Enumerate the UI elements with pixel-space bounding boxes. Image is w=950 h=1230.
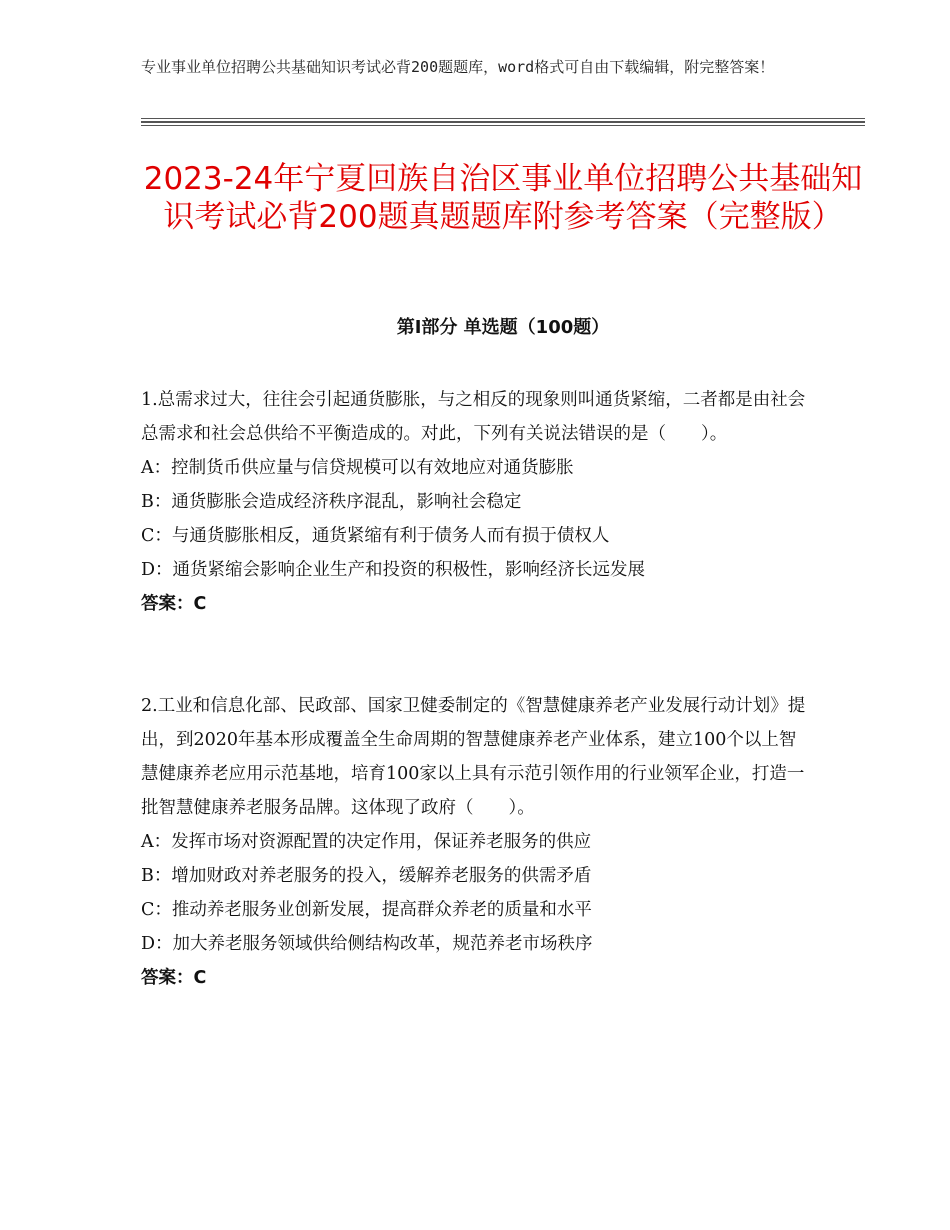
- answer-line: 答案：C: [141, 968, 207, 988]
- header-note: 专业事业单位招聘公共基础知识考试必背200题题库，word格式可自由下载编辑，附完整答案！: [141, 58, 775, 76]
- question-block: [141, 689, 811, 995]
- option-c: C：与通货膨胀相反，通货紧缩有利于债务人而有损于债权人: [141, 526, 610, 546]
- section-heading: 第Ⅰ部分 单选题（100题）: [396, 317, 610, 338]
- header-divider-middle: [141, 121, 865, 123]
- option-b: B：通货膨胀会造成经济秩序混乱，影响社会稳定: [141, 492, 522, 512]
- option-b: B：增加财政对养老服务的投入，缓解养老服务的供需矛盾: [141, 866, 592, 886]
- option-d: D：通货紧缩会影响企业生产和投资的积极性，影响经济长远发展: [141, 560, 646, 580]
- header-divider-bottom: [141, 125, 865, 126]
- option-a: A：发挥市场对资源配置的决定作用，保证养老服务的供应: [141, 832, 592, 852]
- question-stem: 2.工业和信息化部、民政部、国家卫健委制定的《智慧健康养老产业发展行动计划》提出，到2020年基本形成覆盖全生命周期的智慧健康养老产业体系，建立100个以上智慧健康养老应用示范基地，培育100家以上具有示范引领作用的行业领军企业，打造一批智慧健康养老服务品牌。这体现了政府（ ）。: [141, 696, 806, 818]
- question-block: [141, 383, 811, 621]
- option-c: C：推动养老服务业创新发展，提高群众养老的质量和水平: [141, 900, 592, 920]
- question-stem: 1.总需求过大，往往会引起通货膨胀，与之相反的现象则叫通货紧缩，二者都是由社会总需求和社会总供给不平衡造成的。对此，下列有关说法错误的是（ ）。: [141, 390, 806, 444]
- header-divider-top: [141, 118, 865, 119]
- option-a: A：控制货币供应量与信贷规模可以有效地应对通货膨胀: [141, 458, 574, 478]
- option-d: D：加大养老服务领域供给侧结构改革，规范养老市场秩序: [141, 934, 593, 954]
- document-title: 2023-24年宁夏回族自治区事业单位招聘公共基础知识考试必背200题真题题库附参考答案（完整版）: [143, 161, 863, 235]
- answer-line: 答案：C: [141, 594, 207, 614]
